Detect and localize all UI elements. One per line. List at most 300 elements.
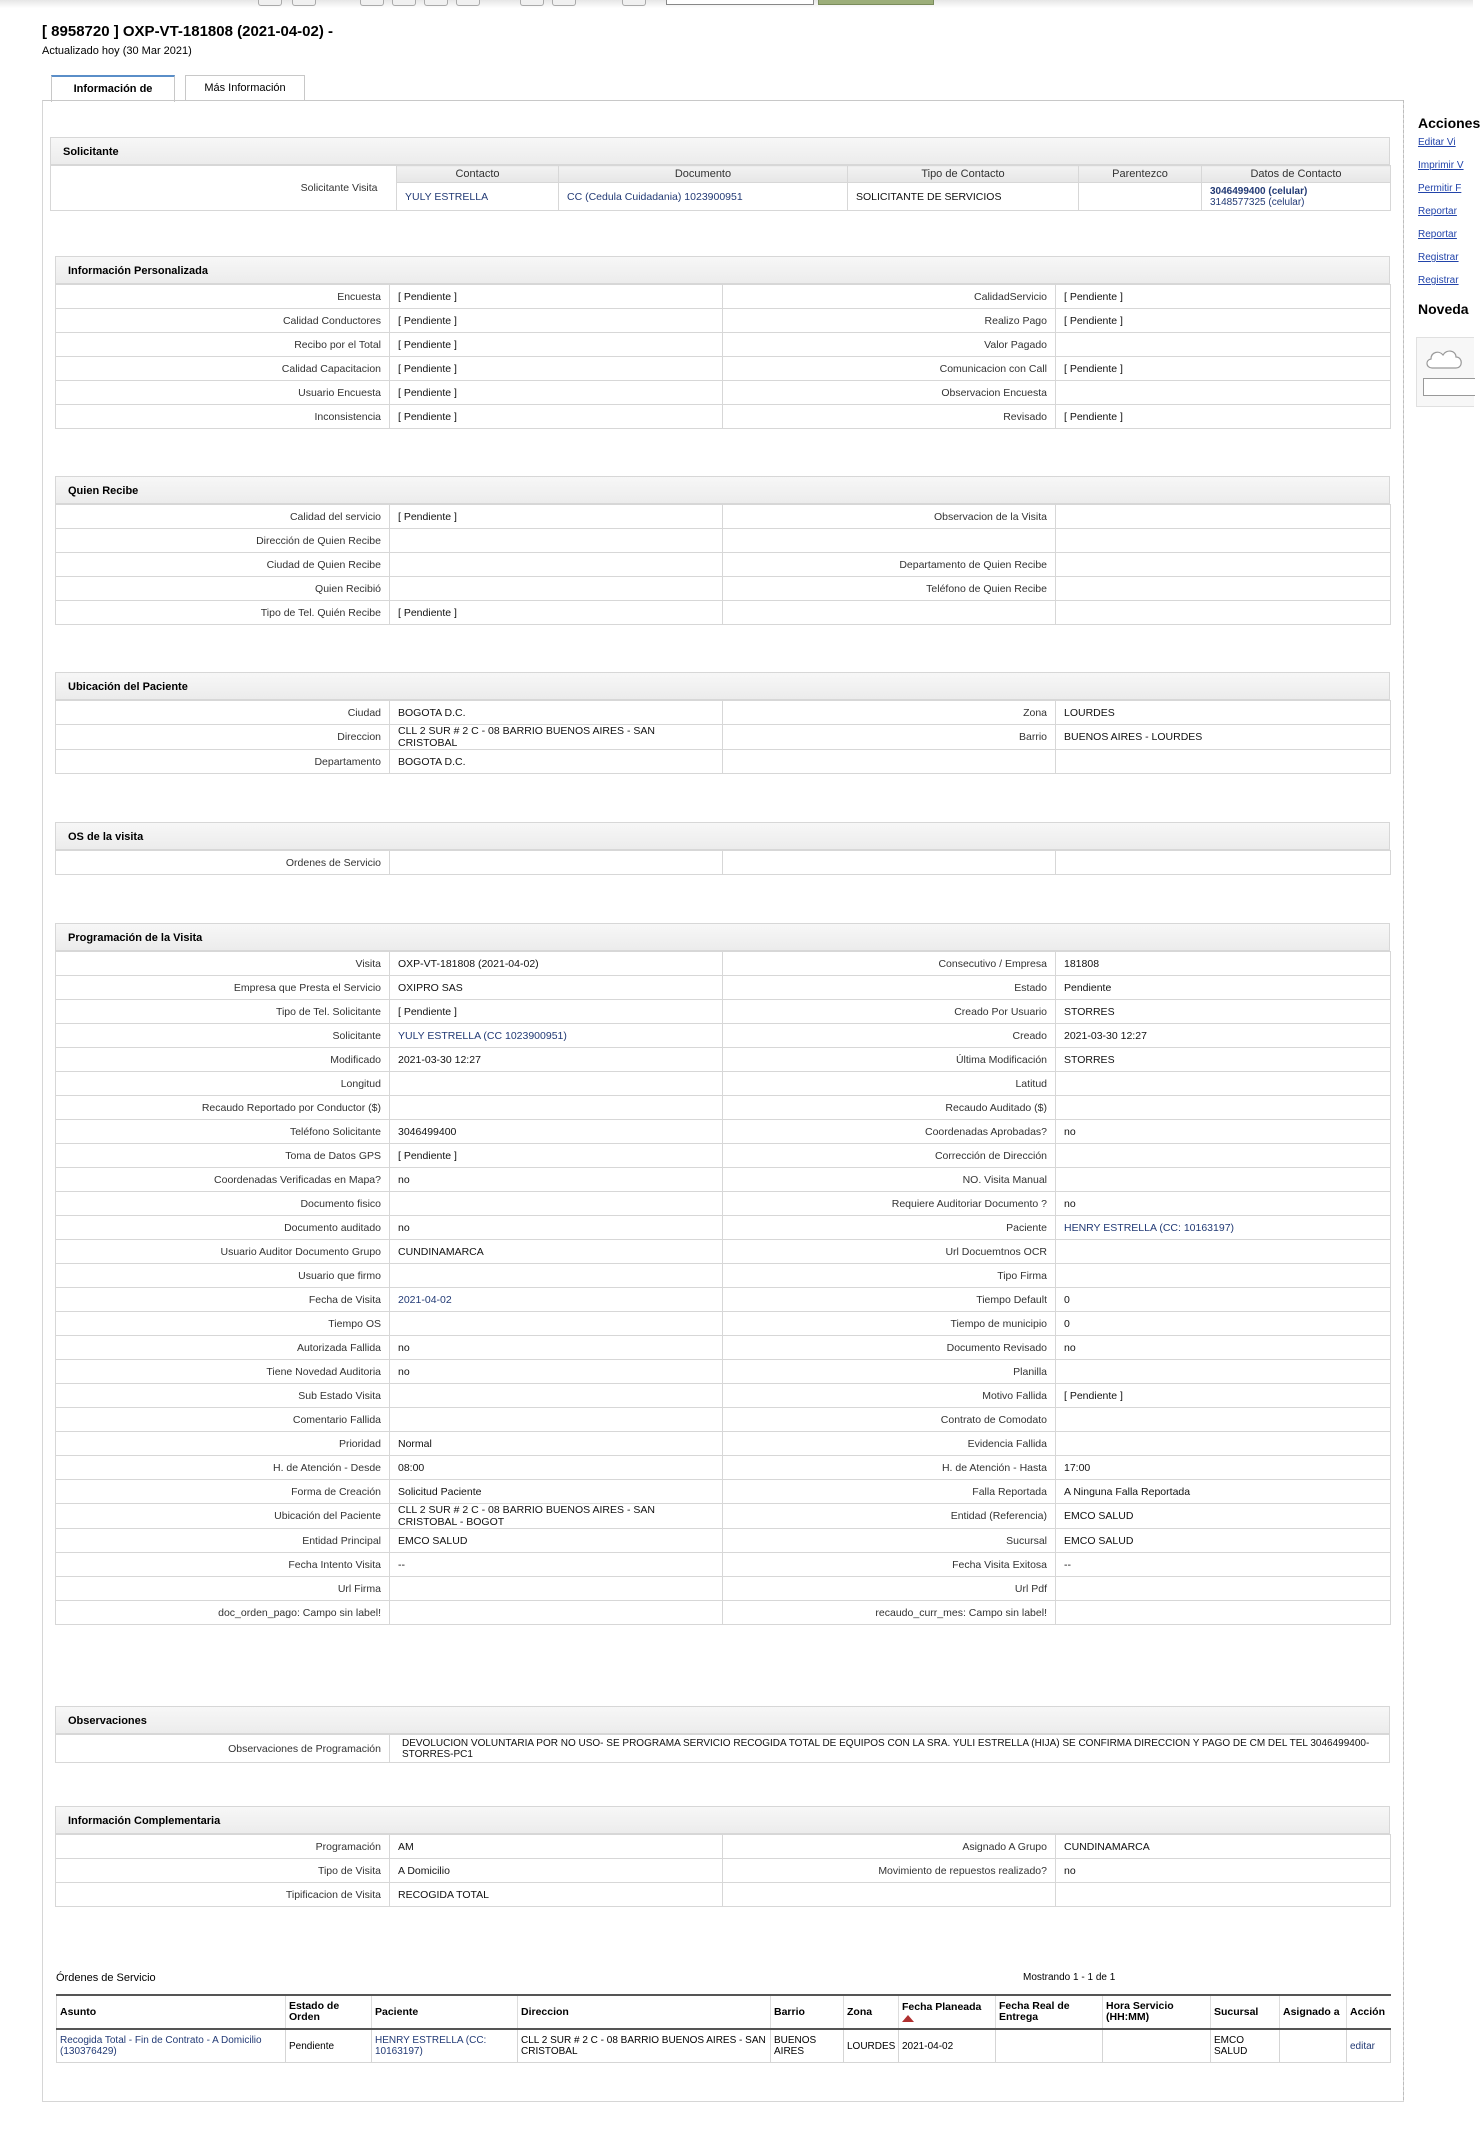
empty-cell — [723, 750, 1056, 774]
toolbar-button[interactable] — [360, 0, 384, 6]
field-label: doc_orden_pago: Campo sin label! — [56, 1601, 390, 1625]
form-row — [56, 405, 1391, 429]
form-row — [56, 1835, 1391, 1859]
field-label: Coordenadas Aprobadas? — [723, 1120, 1056, 1144]
ordenes-count: Mostrando 1 - 1 de 1 — [1023, 1972, 1116, 1983]
field-label: Toma de Datos GPS — [56, 1144, 390, 1168]
field-label: Usuario Encuesta — [56, 381, 390, 405]
section-title: Información Complementaria — [55, 1806, 1390, 1834]
toolbar — [0, 0, 1473, 8]
field-value: [ Pendiente ] — [390, 357, 723, 381]
section-title: Observaciones — [55, 1706, 1390, 1734]
field-value: OXIPRO SAS — [390, 976, 723, 1000]
field-value: A Domicilio — [390, 1859, 723, 1883]
form-row — [56, 725, 1391, 750]
field-value: no — [390, 1168, 723, 1192]
form-table — [55, 284, 1391, 429]
action-link-reportar[interactable]: Reportar — [1418, 206, 1457, 217]
asunto-link[interactable]: Recogida Total - Fin de Contrato - A Domicilio (130376429) — [57, 2029, 286, 2063]
table-cell: 2021-04-02 — [899, 2029, 996, 2063]
column-header-sorted[interactable] — [899, 1995, 996, 2029]
field-value: [ Pendiente ] — [1056, 285, 1391, 309]
solicitante-tipo: SOLICITANTE DE SERVICIOS — [848, 183, 1079, 211]
field-label: NO. Visita Manual — [723, 1168, 1056, 1192]
action-link-imprimir[interactable]: Imprimir V — [1418, 160, 1464, 171]
field-value: 17:00 — [1056, 1456, 1391, 1480]
field-label: Direccion — [56, 725, 390, 750]
field-value: no — [390, 1360, 723, 1384]
section-complementaria — [55, 1806, 1390, 1907]
field-value: 0 — [1056, 1288, 1391, 1312]
field-label: Requiere Auditoriar Documento ? — [723, 1192, 1056, 1216]
field-value[interactable]: HENRY ESTRELLA (CC: 10163197) — [1056, 1216, 1391, 1240]
empty-cell — [1056, 601, 1391, 625]
field-value — [1056, 505, 1391, 529]
panel-divider — [1403, 100, 1404, 2100]
form-row — [56, 1192, 1391, 1216]
field-value: [ Pendiente ] — [390, 405, 723, 429]
field-value — [1056, 577, 1391, 601]
field-label: Teléfono Solicitante — [56, 1120, 390, 1144]
field-value: CUNDINAMARCA — [1056, 1835, 1391, 1859]
toolbar-button[interactable] — [622, 0, 646, 6]
field-value: [ Pendiente ] — [1056, 1384, 1391, 1408]
column-header[interactable]: Paciente — [372, 1995, 518, 2029]
phone-secondary[interactable]: 3148577325 (celular) — [1210, 196, 1305, 208]
field-value: no — [1056, 1120, 1391, 1144]
section-observaciones — [55, 1706, 1390, 1763]
section-title: Programación de la Visita — [55, 923, 1390, 951]
field-label: Usuario Auditor Documento Grupo — [56, 1240, 390, 1264]
toolbar-button[interactable] — [292, 0, 316, 6]
form-row — [56, 529, 1391, 553]
field-label: Valor Pagado — [723, 333, 1056, 357]
field-label: recaudo_curr_mes: Campo sin label! — [723, 1601, 1056, 1625]
field-value: [ Pendiente ] — [390, 1000, 723, 1024]
form-row — [56, 1601, 1391, 1625]
edit-link[interactable]: editar — [1347, 2029, 1391, 2063]
field-label: Documento auditado — [56, 1216, 390, 1240]
solicitante-datos — [1202, 183, 1391, 211]
tab-mas-informacion[interactable]: Más Información — [185, 75, 305, 100]
section-title: Solicitante — [50, 137, 1390, 165]
page-title: [ 8958720 ] OXP-VT-181808 (2021-04-02) - — [42, 23, 333, 40]
form-row — [56, 1384, 1391, 1408]
field-label: Documento fisico — [56, 1192, 390, 1216]
tab-informacion[interactable]: Información de — [51, 75, 175, 102]
field-label: Comunicacion con Call — [723, 357, 1056, 381]
column-header[interactable]: Zona — [844, 1995, 899, 2029]
field-label: Fecha de Visita — [56, 1288, 390, 1312]
field-label: Tipificacion de Visita — [56, 1883, 390, 1907]
field-value: CLL 2 SUR # 2 C - 08 BARRIO BUENOS AIRES - SAN CRISTOBAL - BOGOT — [390, 1504, 723, 1529]
field-label: Documento Revisado — [723, 1336, 1056, 1360]
field-label: Programación — [56, 1835, 390, 1859]
field-label: Url Firma — [56, 1577, 390, 1601]
field-label: Encuesta — [56, 285, 390, 309]
field-value — [1056, 1577, 1391, 1601]
field-label: Consecutivo / Empresa — [723, 952, 1056, 976]
actions-title: Acciones — [1418, 115, 1480, 131]
toolbar-button[interactable] — [424, 0, 448, 6]
field-value: EMCO SALUD — [1056, 1529, 1391, 1553]
form-row — [56, 701, 1391, 725]
field-value — [1056, 1240, 1391, 1264]
novedad-input[interactable] — [1423, 378, 1475, 396]
form-row — [56, 1000, 1391, 1024]
field-value: EMCO SALUD — [390, 1529, 723, 1553]
section-title: OS de la visita — [55, 822, 1390, 850]
section-title: Información Personalizada — [55, 256, 1390, 284]
field-value — [1056, 1072, 1391, 1096]
field-value: -- — [1056, 1553, 1391, 1577]
toolbar-button[interactable] — [456, 0, 480, 6]
observaciones-label: Observaciones de Programación — [56, 1735, 390, 1763]
field-label: Empresa que Presta el Servicio — [56, 976, 390, 1000]
page-subtitle: Actualizado hoy (30 Mar 2021) — [42, 45, 192, 57]
field-value — [1056, 381, 1391, 405]
field-value — [1056, 333, 1391, 357]
field-value: [ Pendiente ] — [390, 505, 723, 529]
field-value: [ Pendiente ] — [390, 309, 723, 333]
field-label: Sucursal — [723, 1529, 1056, 1553]
field-value: 0 — [1056, 1312, 1391, 1336]
field-value: no — [390, 1216, 723, 1240]
toolbar-button[interactable] — [520, 0, 544, 6]
field-label: Coordenadas Verificadas en Mapa? — [56, 1168, 390, 1192]
field-label: Última Modificación — [723, 1048, 1056, 1072]
field-value: Normal — [390, 1432, 723, 1456]
form-row — [56, 851, 1391, 875]
field-value — [390, 529, 723, 553]
form-row — [56, 1432, 1391, 1456]
section-os-visita — [55, 822, 1390, 875]
column-header: Documento — [559, 166, 848, 183]
empty-cell — [1056, 1883, 1391, 1907]
form-row — [56, 333, 1391, 357]
form-row — [56, 1024, 1391, 1048]
empty-cell — [1056, 529, 1391, 553]
form-row — [56, 553, 1391, 577]
field-value: no — [1056, 1336, 1391, 1360]
field-value — [390, 1096, 723, 1120]
field-label: Url Docuemtnos OCR — [723, 1240, 1056, 1264]
field-value — [1056, 1432, 1391, 1456]
field-value — [390, 553, 723, 577]
phone-primary[interactable]: 3046499400 (celular) — [1210, 185, 1308, 197]
action-link-registrar[interactable]: Registrar — [1418, 275, 1459, 286]
section-ubicacion — [55, 672, 1390, 774]
field-value: BOGOTA D.C. — [390, 750, 723, 774]
field-label: Calidad Capacitacion — [56, 357, 390, 381]
field-label: Tiene Novedad Auditoria — [56, 1360, 390, 1384]
form-row — [56, 1480, 1391, 1504]
novedades-title: Noveda — [1418, 301, 1469, 317]
column-header[interactable]: Barrio — [771, 1995, 844, 2029]
field-value: LOURDES — [1056, 701, 1391, 725]
form-row — [56, 1264, 1391, 1288]
form-row — [56, 1553, 1391, 1577]
field-label: Creado — [723, 1024, 1056, 1048]
field-value: BOGOTA D.C. — [390, 701, 723, 725]
field-label: Comentario Fallida — [56, 1408, 390, 1432]
field-value: 2021-03-30 12:27 — [390, 1048, 723, 1072]
form-row — [56, 577, 1391, 601]
table-cell: LOURDES — [844, 2029, 899, 2063]
section-solicitante — [50, 137, 1390, 211]
section-info-personalizada — [55, 256, 1390, 429]
form-row — [56, 1240, 1391, 1264]
form-table — [55, 850, 1391, 875]
field-label: Dirección de Quien Recibe — [56, 529, 390, 553]
field-label: Fecha Visita Exitosa — [723, 1553, 1056, 1577]
paciente-link[interactable]: HENRY ESTRELLA (CC: 10163197) — [372, 2029, 518, 2063]
field-label: Recaudo Reportado por Conductor ($) — [56, 1096, 390, 1120]
form-row — [56, 1288, 1391, 1312]
field-label: Prioridad — [56, 1432, 390, 1456]
field-value — [390, 1601, 723, 1625]
field-value: EMCO SALUD — [1056, 1504, 1391, 1529]
toolbar-button[interactable] — [552, 0, 576, 6]
field-value — [390, 577, 723, 601]
table-row — [57, 2029, 1391, 2063]
solicitante-parentezco — [1079, 183, 1202, 211]
field-value — [390, 1408, 723, 1432]
field-value: CUNDINAMARCA — [390, 1240, 723, 1264]
field-label: Quien Recibió — [56, 577, 390, 601]
field-label: Longitud — [56, 1072, 390, 1096]
field-value — [1056, 1360, 1391, 1384]
field-label: H. de Atención - Desde — [56, 1456, 390, 1480]
field-value — [1056, 1408, 1391, 1432]
field-value: no — [390, 1336, 723, 1360]
toolbar-search-input[interactable] — [666, 0, 814, 5]
field-label: Inconsistencia — [56, 405, 390, 429]
field-label: Tipo de Tel. Solicitante — [56, 1000, 390, 1024]
column-header[interactable]: Direccion — [518, 1995, 771, 2029]
field-label: Forma de Creación — [56, 1480, 390, 1504]
toolbar-button[interactable] — [392, 0, 416, 6]
field-value — [390, 1264, 723, 1288]
field-value: no — [1056, 1192, 1391, 1216]
novedades-box — [1416, 337, 1474, 407]
column-header: Parentezco — [1079, 166, 1202, 183]
table-cell: EMCO SALUD — [1211, 2029, 1280, 2063]
column-header[interactable]: Asunto — [57, 1995, 286, 2029]
field-label: Motivo Fallida — [723, 1384, 1056, 1408]
field-label: Sub Estado Visita — [56, 1384, 390, 1408]
field-value — [1056, 1096, 1391, 1120]
field-label: Ubicación del Paciente — [56, 1504, 390, 1529]
solicitante-row-label: Solicitante Visita — [51, 166, 386, 211]
field-value: [ Pendiente ] — [390, 285, 723, 309]
field-value: [ Pendiente ] — [390, 601, 723, 625]
field-label: Tipo Firma — [723, 1264, 1056, 1288]
observaciones-table — [55, 1734, 1390, 1763]
form-row — [56, 1360, 1391, 1384]
ordenes-title: Órdenes de Servicio — [56, 1972, 156, 1984]
form-table — [55, 951, 1391, 1625]
form-row — [56, 505, 1391, 529]
action-link-registrar[interactable]: Registrar — [1418, 252, 1459, 263]
field-value: STORRES — [1056, 1000, 1391, 1024]
field-label: Departamento de Quien Recibe — [723, 553, 1056, 577]
field-label: Recibo por el Total — [56, 333, 390, 357]
field-label: Asignado A Grupo — [723, 1835, 1056, 1859]
field-value: [ Pendiente ] — [390, 333, 723, 357]
field-value: no — [1056, 1859, 1391, 1883]
field-label: CalidadServicio — [723, 285, 1056, 309]
form-row — [56, 1312, 1391, 1336]
field-label: Revisado — [723, 405, 1056, 429]
field-value: A Ninguna Falla Reportada — [1056, 1480, 1391, 1504]
field-value — [390, 851, 723, 875]
empty-cell — [1056, 851, 1391, 875]
field-value: [ Pendiente ] — [390, 1144, 723, 1168]
field-label: Tipo de Tel. Quién Recibe — [56, 601, 390, 625]
column-header: Datos de Contacto — [1202, 166, 1391, 183]
form-row — [56, 1096, 1391, 1120]
empty-cell — [723, 601, 1056, 625]
form-row — [56, 1048, 1391, 1072]
field-value: 181808 — [1056, 952, 1391, 976]
field-value: [ Pendiente ] — [1056, 309, 1391, 333]
field-label: Visita — [56, 952, 390, 976]
field-label: Zona — [723, 701, 1056, 725]
form-table — [55, 700, 1391, 774]
form-row — [56, 1072, 1391, 1096]
toolbar-search-button[interactable] — [818, 0, 934, 5]
field-label: Entidad Principal — [56, 1529, 390, 1553]
form-row — [56, 1456, 1391, 1480]
field-value: STORRES — [1056, 1048, 1391, 1072]
field-label: Realizo Pago — [723, 309, 1056, 333]
field-value: [ Pendiente ] — [390, 381, 723, 405]
field-label: Recaudo Auditado ($) — [723, 1096, 1056, 1120]
field-label: Entidad (Referencia) — [723, 1504, 1056, 1529]
form-row — [56, 285, 1391, 309]
field-value: BUENOS AIRES - LOURDES — [1056, 725, 1391, 750]
form-row — [56, 1120, 1391, 1144]
field-value — [1056, 1264, 1391, 1288]
field-value: Solicitud Paciente — [390, 1480, 723, 1504]
table-cell — [1280, 2029, 1347, 2063]
field-label: Corrección de Dirección — [723, 1144, 1056, 1168]
field-value — [390, 1072, 723, 1096]
field-value: RECOGIDA TOTAL — [390, 1883, 723, 1907]
field-label: Tiempo Default — [723, 1288, 1056, 1312]
action-link-reportar[interactable]: Reportar — [1418, 229, 1457, 240]
field-label: Fecha Intento Visita — [56, 1553, 390, 1577]
field-value — [390, 1312, 723, 1336]
field-label: Estado — [723, 976, 1056, 1000]
form-row — [56, 1883, 1391, 1907]
sort-ascending-icon — [902, 2015, 914, 2022]
column-header[interactable]: Estado de Orden — [286, 1995, 372, 2029]
empty-cell — [723, 851, 1056, 875]
section-quien-recibe — [55, 476, 1390, 625]
field-label: Departamento — [56, 750, 390, 774]
cloud-icon — [1424, 346, 1464, 370]
column-header: Tipo de Contacto — [848, 166, 1079, 183]
column-header: Contacto — [397, 166, 559, 183]
form-row — [56, 1529, 1391, 1553]
field-label: Tiempo de municipio — [723, 1312, 1056, 1336]
field-label: Calidad del servicio — [56, 505, 390, 529]
field-label: Ordenes de Servicio — [56, 851, 390, 875]
form-row — [56, 381, 1391, 405]
field-label: Url Pdf — [723, 1577, 1056, 1601]
form-table — [55, 1834, 1391, 1907]
form-row — [56, 1859, 1391, 1883]
field-value: AM — [390, 1835, 723, 1859]
toolbar-button[interactable] — [258, 0, 282, 6]
field-value[interactable]: YULY ESTRELLA (CC 1023900951) — [390, 1024, 723, 1048]
section-title: Quien Recibe — [55, 476, 1390, 504]
form-row — [56, 952, 1391, 976]
field-value — [1056, 553, 1391, 577]
table-cell: CLL 2 SUR # 2 C - 08 BARRIO BUENOS AIRES - SAN CRISTOBAL — [518, 2029, 771, 2063]
column-header[interactable]: Hora Servicio (HH:MM) — [1103, 1995, 1211, 2029]
field-value — [390, 1577, 723, 1601]
field-label: Solicitante — [56, 1024, 390, 1048]
field-label: Barrio — [723, 725, 1056, 750]
form-row — [56, 357, 1391, 381]
column-header[interactable]: Fecha Real de Entrega — [996, 1995, 1103, 2029]
field-value: 3046499400 — [390, 1120, 723, 1144]
action-link-permitir[interactable]: Permitir F — [1418, 183, 1462, 194]
column-header[interactable]: Sucursal — [1211, 1995, 1280, 2029]
field-value: CLL 2 SUR # 2 C - 08 BARRIO BUENOS AIRES - SAN CRISTOBAL — [390, 725, 723, 750]
form-row — [56, 750, 1391, 774]
empty-cell — [1056, 750, 1391, 774]
field-label: Modificado — [56, 1048, 390, 1072]
table-cell — [1103, 2029, 1211, 2063]
form-row — [56, 1144, 1391, 1168]
field-value: Pendiente — [1056, 976, 1391, 1000]
field-value — [1056, 1168, 1391, 1192]
field-label: Latitud — [723, 1072, 1056, 1096]
action-link-editar[interactable]: Editar Vi — [1418, 137, 1456, 148]
column-header: Acción — [1347, 1995, 1391, 2029]
table-cell — [996, 2029, 1103, 2063]
field-label: Movimiento de repuestos realizado? — [723, 1859, 1056, 1883]
field-value — [390, 1192, 723, 1216]
solicitante-documento: CC (Cedula Cuidadania) 1023900951 — [559, 183, 848, 211]
field-label: Tiempo OS — [56, 1312, 390, 1336]
form-row — [56, 1577, 1391, 1601]
field-value — [1056, 1144, 1391, 1168]
form-row — [56, 601, 1391, 625]
column-header[interactable]: Asignado a — [1280, 1995, 1347, 2029]
form-table — [55, 504, 1391, 625]
empty-cell — [723, 529, 1056, 553]
field-label: Ciudad — [56, 701, 390, 725]
field-label: Tipo de Visita — [56, 1859, 390, 1883]
field-label: H. de Atención - Hasta — [723, 1456, 1056, 1480]
form-row — [56, 309, 1391, 333]
field-value — [1056, 1601, 1391, 1625]
field-value[interactable]: 2021-04-02 — [390, 1288, 723, 1312]
field-label: Usuario que firmo — [56, 1264, 390, 1288]
field-label: Ciudad de Quien Recibe — [56, 553, 390, 577]
field-label: Creado Por Usuario — [723, 1000, 1056, 1024]
form-row — [56, 1408, 1391, 1432]
solicitante-contacto[interactable]: YULY ESTRELLA — [397, 183, 559, 211]
ordenes-table — [56, 1994, 1391, 2063]
field-value — [390, 1384, 723, 1408]
column-header-label: Fecha Planeada — [902, 2001, 982, 2013]
